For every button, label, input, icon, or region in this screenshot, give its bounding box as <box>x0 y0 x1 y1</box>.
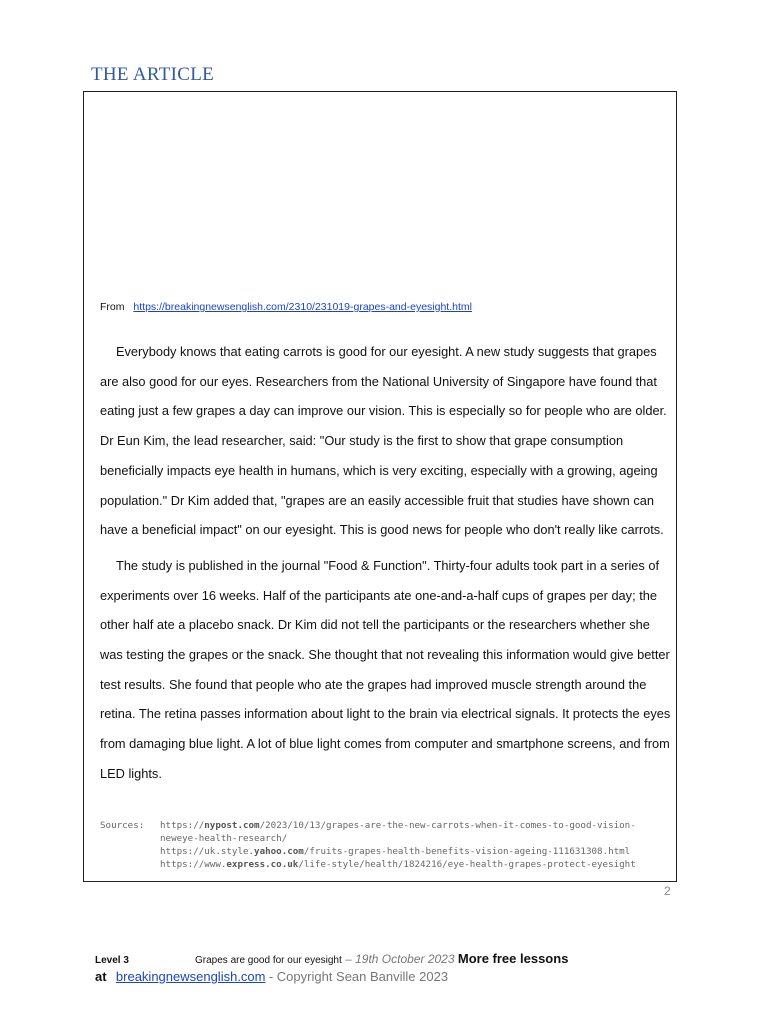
from-label: From <box>100 301 125 313</box>
page-number: 2 <box>664 884 671 898</box>
footer-level: Level 3 <box>95 955 129 966</box>
article-paragraph: Everybody knows that eating carrots is good for our eyesight. A new study suggests that grapes are also good for our eyes. Researchers from the National University of Singapore have found that eating just a few grapes a day can improve our vision. This is especially so for people who are older. Dr Eun Kim, the lead researcher, said: "Our study is the first to show that grape consumption beneficially impacts eye health in humans, which is very exciting, especially with a growing, ageing population." Dr Kim added that, "grapes are an easily accessible fruit that studies have shown can have a beneficial impact" on our eyesight. This is good news for people who don't really like carrots. <box>100 344 667 538</box>
footer-date: – 19th October 2023 <box>345 952 455 966</box>
article-body <box>100 337 672 795</box>
sources-label: Sources: <box>100 820 145 831</box>
footer-site-link[interactable]: breakingnewsenglish.com <box>115 969 266 984</box>
source-link[interactable]: https://www.express.co.uk/life-style/health/1824216/eye-health-grapes-protect-eyesight <box>160 859 636 870</box>
footer-lesson-title: Grapes are good for our eyesight <box>195 955 342 966</box>
section-title: THE ARTICLE <box>91 64 215 85</box>
article-paragraph: The study is published in the journal "Food & Function". Thirty-four adults took part in a series of experiments over 16 weeks. Half of the participants ate one-and-a-half cups of grapes per day; the other half ate a placebo snack. Dr Kim did not tell the participants or the researchers whether she was testing the grapes or the snack. She thought that not revealing this information would give better test results. She found that people who ate the grapes had improved muscle strength around the retina. The retina passes information about light to the brain via electrical signals. It protects the eyes from damaging blue light. A lot of blue light comes from computer and smartphone screens, and from LED lights. <box>100 557 671 781</box>
footer-copyright: - Copyright Sean Banville 2023 <box>268 969 449 984</box>
article-box <box>83 91 677 882</box>
footer-at: at <box>95 969 107 984</box>
footer-more-lessons: More free lessons <box>457 951 569 966</box>
source-link[interactable]: https://uk.style.yahoo.com/fruits-grapes-health-benefits-vision-ageing-111631308.html <box>160 846 631 857</box>
sources-block <box>100 819 670 871</box>
sources-list <box>160 819 670 871</box>
footer <box>95 951 655 985</box>
source-link[interactable]: https://nypost.com/2023/10/13/grapes-are-the-new-carrots-when-it-comes-to-good-vision-neweye-health-research/ <box>160 820 636 844</box>
article-link[interactable]: https://breakingnewsenglish.com/2310/231019-grapes-and-eyesight.html <box>133 301 472 313</box>
from-line <box>100 301 472 313</box>
